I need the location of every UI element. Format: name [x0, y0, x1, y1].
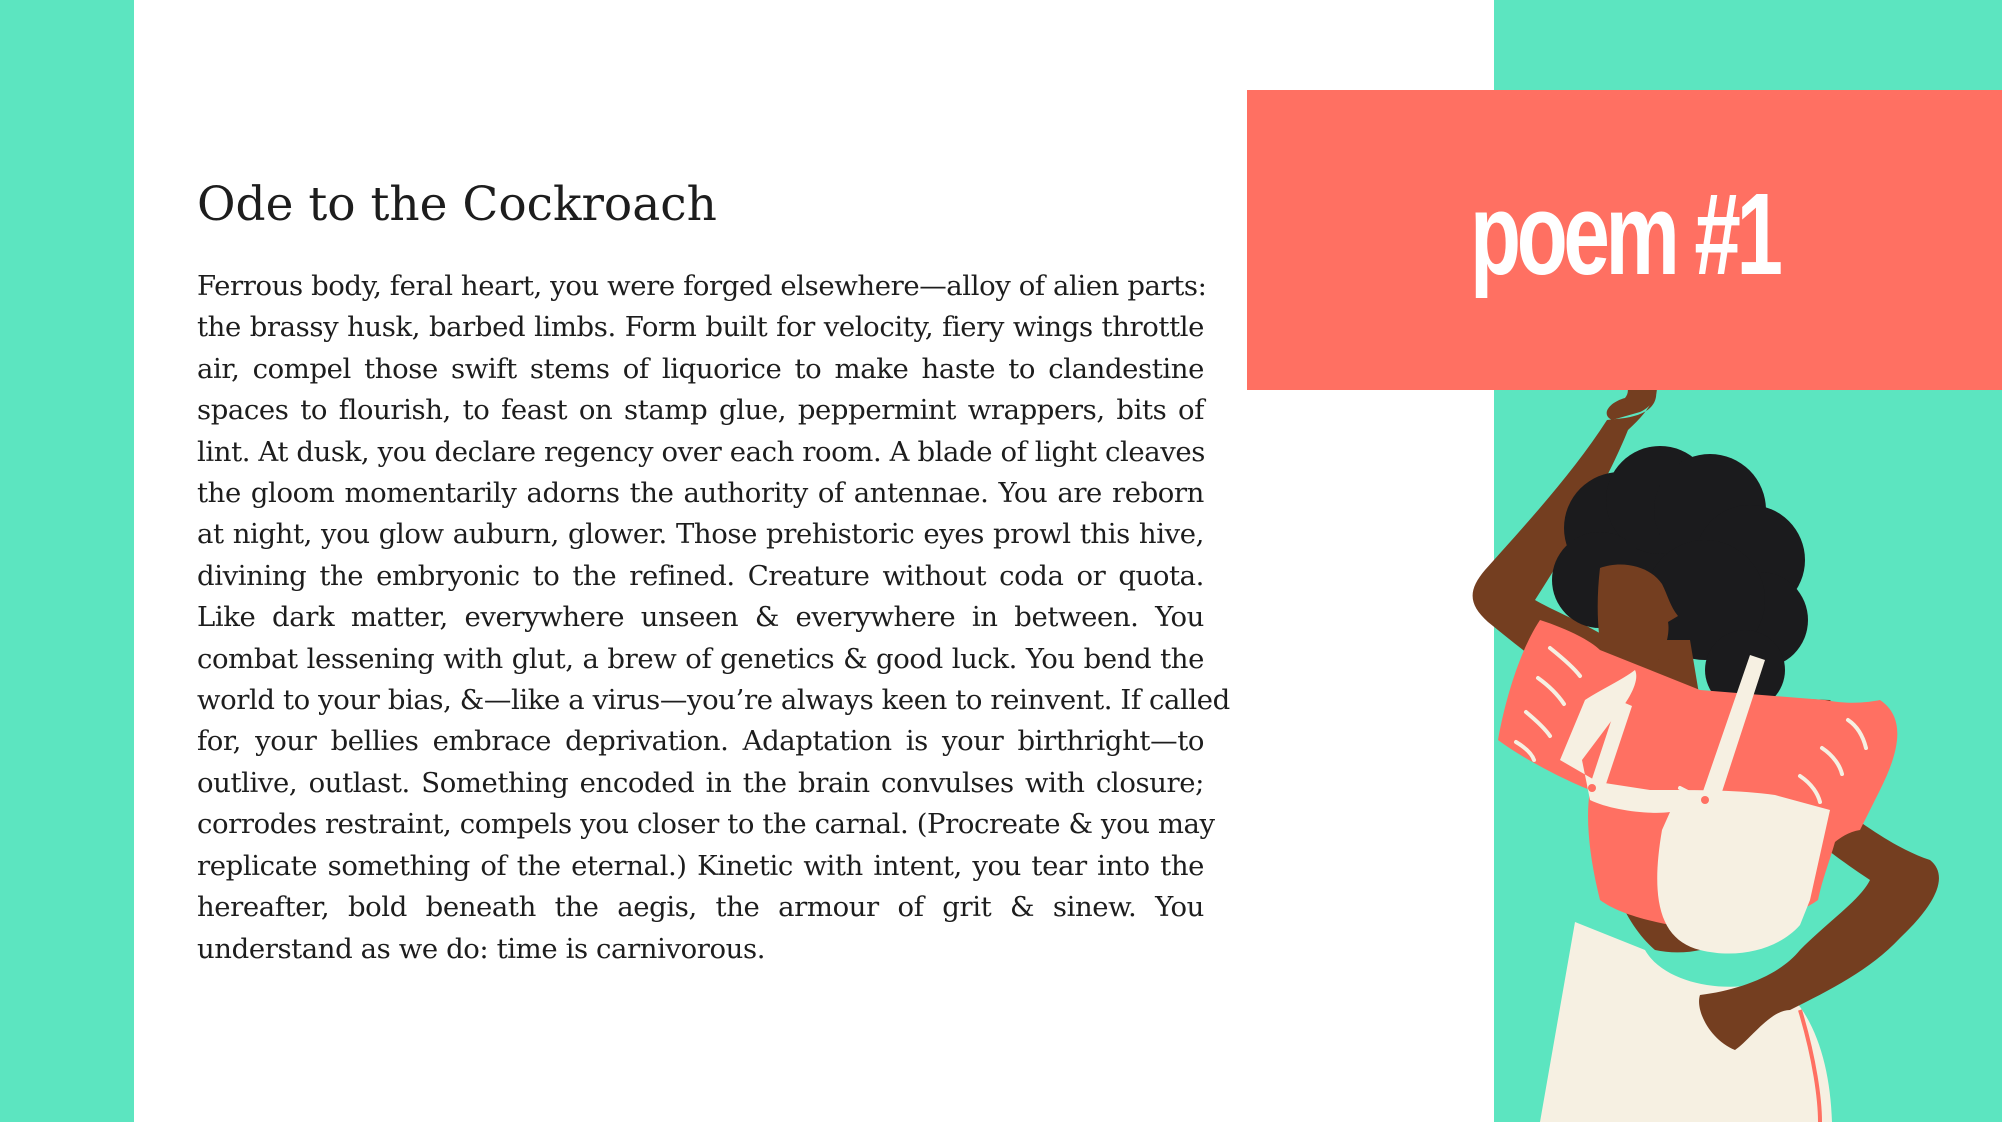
- left-color-band: [0, 0, 134, 1122]
- poem-line: the gloom momentarily adorns the authority of antennae. You are reborn: [197, 477, 1204, 510]
- overalls-button-left: [1588, 784, 1596, 792]
- poem-line: world to your bias, &—like a virus—you’re always keen to reinvent. If called: [197, 684, 1230, 717]
- poem-line: spaces to flourish, to feast on stamp glue, peppermint wrappers, bits of: [197, 394, 1204, 427]
- poem-line: lint. At dusk, you declare regency over each room. A blade of light cleaves: [197, 435, 1206, 468]
- poem-line: Like dark matter, everywhere unseen & everywhere in between. You: [197, 601, 1204, 634]
- poem-line: at night, you glow auburn, glower. Those prehistoric eyes prowl this hive,: [197, 518, 1204, 551]
- woman-raising-sign-illustration: [1360, 340, 2002, 1122]
- poem-body: [197, 266, 1230, 970]
- poem-number-label: poem #1: [1470, 169, 1779, 299]
- overalls-button-right: [1701, 796, 1709, 804]
- poem-number-banner: [1247, 90, 2002, 390]
- poem-line: corrodes restraint, compels you closer to the carnal. (Procreate & you may: [197, 808, 1215, 841]
- poem-line: combat lessening with glut, a brew of genetics & good luck. You bend the: [197, 642, 1204, 675]
- poem-line: hereafter, bold beneath the aegis, the armour of grit & sinew. You: [197, 891, 1204, 924]
- poem-line: Ferrous body, feral heart, you were forged elsewhere—alloy of alien parts:: [197, 270, 1207, 302]
- poem-line: replicate something of the eternal.) Kinetic with intent, you tear into the: [197, 849, 1204, 882]
- poem-title: Ode to the Cockroach: [197, 177, 717, 232]
- poem-line: for, your bellies embrace deprivation. Adaptation is your birthright—to: [197, 725, 1204, 758]
- poem-line: understand as we do: time is carnivorous.: [197, 932, 766, 965]
- poem-line: divining the embryonic to the refined. Creature without coda or quota.: [197, 559, 1204, 592]
- poem-line: the brassy husk, barbed limbs. Form built for velocity, fiery wings throttle: [197, 311, 1204, 344]
- poem-line: outlive, outlast. Something encoded in the brain convulses with closure;: [197, 766, 1204, 799]
- poem-line: air, compel those swift stems of liquorice to make haste to clandestine: [197, 352, 1204, 385]
